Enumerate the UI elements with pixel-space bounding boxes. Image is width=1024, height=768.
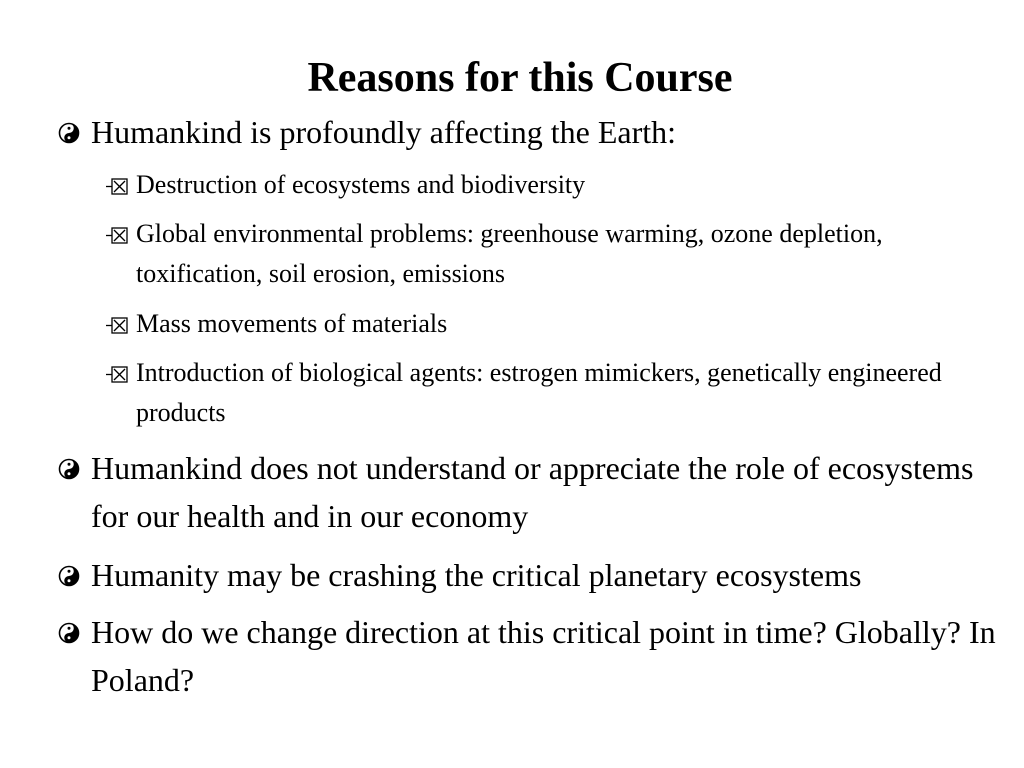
sub-bullet-2: [106, 214, 1011, 294]
sub-bullet-4: [106, 353, 1011, 433]
sub-bullet-4-text: Introduction of biological agents: estrogen mimickers, genetically engineered products: [136, 358, 942, 427]
yin-yang-icon: [58, 622, 80, 644]
bullet-1-text: Humankind is profoundly affecting the Earth:: [91, 114, 677, 150]
bullet-3: [58, 551, 1018, 599]
bullet-2: [58, 444, 1018, 540]
sub-bullet-3: [106, 304, 1011, 344]
bullet-1: [58, 108, 1018, 156]
yin-yang-icon: [58, 122, 80, 144]
yin-yang-icon: [58, 565, 80, 587]
sub-bullet-1-text: Destruction of ecosystems and biodiversity: [136, 170, 586, 199]
bullet-4-text: How do we change direction at this critical point in time? Globally? In Poland?: [91, 614, 996, 698]
bullet-2-text: Humankind does not understand or appreciate the role of ecosystems for our health and in our economy: [91, 450, 974, 534]
boxed-x-icon: [106, 178, 128, 195]
sub-bullet-1: [106, 165, 1011, 205]
sub-bullet-2-text: Global environmental problems: greenhouse warming, ozone depletion, toxification, soil erosion, emissions: [136, 219, 883, 288]
yin-yang-icon: [58, 458, 80, 480]
boxed-x-icon: [106, 317, 128, 334]
boxed-x-icon: [106, 366, 128, 383]
bullet-4: [58, 608, 1018, 704]
bullet-3-text: Humanity may be crashing the critical planetary ecosystems: [91, 557, 862, 593]
slide-title: Reasons for this Course: [307, 55, 733, 101]
boxed-x-icon: [106, 227, 128, 244]
sub-bullet-3-text: Mass movements of materials: [136, 309, 448, 338]
